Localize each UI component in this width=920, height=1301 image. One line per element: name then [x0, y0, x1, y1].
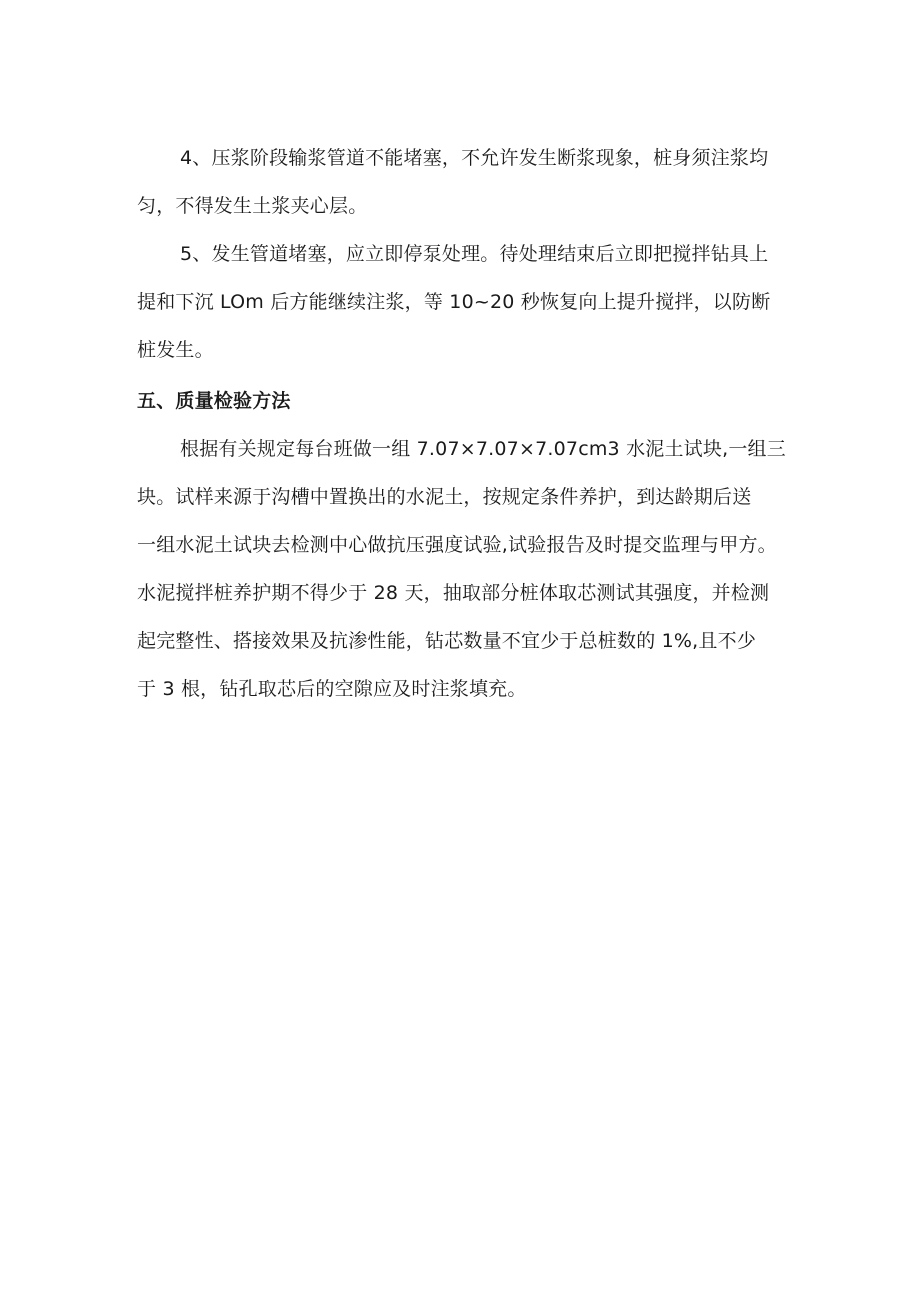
item-4-line-2: 匀，不得发生土浆夹心层。 — [137, 195, 368, 217]
section-5-line-1: 根据有关规定每台班做一组 7.07×7.07×7.07cm3 水泥土试块,一组三 — [180, 438, 786, 460]
section-5-line-2: 块。试样来源于沟槽中置换出的水泥土，按规定条件养护，到达龄期后送 — [137, 486, 752, 508]
section-5-line-4: 水泥搅拌桩养护期不得少于 28 天，抽取部分桩体取芯测试其强度，并检测 — [137, 582, 770, 604]
item-4-line-1: 4、压浆阶段输浆管道不能堵塞，不允许发生断浆现象，桩身须注浆均 — [180, 147, 769, 169]
item-5-line-3: 桩发生。 — [137, 339, 214, 361]
item-5-line-1: 5、发生管道堵塞，应立即停泵处理。待处理结束后立即把搅拌钻具上 — [180, 243, 769, 265]
section-5-line-3: 一组水泥土试块去检测中心做抗压强度试验,试验报告及时提交监理与甲方。 — [137, 534, 777, 556]
section-5-line-5: 起完整性、搭接效果及抗渗性能，钻芯数量不宜少于总桩数的 1%,且不少 — [137, 630, 757, 652]
section-5-line-6: 于 3 根，钻孔取芯后的空隙应及时注浆填充。 — [137, 678, 527, 700]
item-5-line-2: 提和下沉 LOm 后方能继续注浆，等 10~20 秒恢复向上提升搅拌，以防断 — [137, 291, 771, 313]
section-5-heading: 五、质量检验方法 — [137, 390, 291, 412]
